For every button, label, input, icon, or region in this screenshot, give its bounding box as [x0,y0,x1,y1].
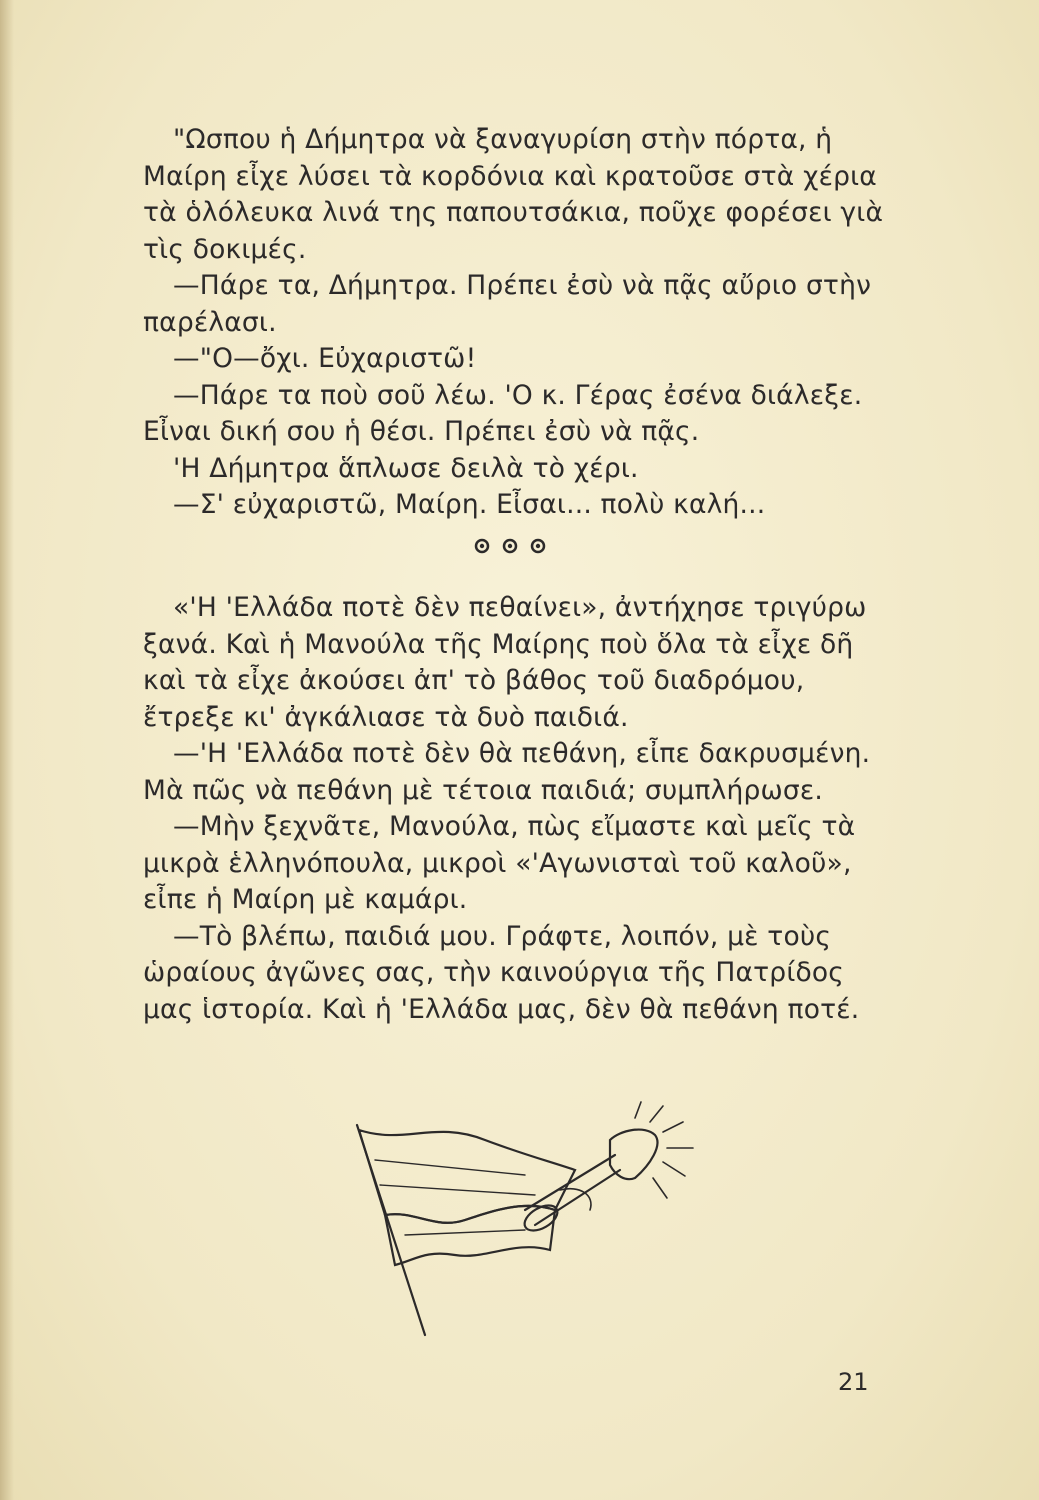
text-block-bottom [143,590,903,1028]
paragraph: —Πάρε τα ποὺ σοῦ λέω. 'Ο κ. Γέρας ἐσένα διάλεξε. Εἶναι δική σου ἡ θέσι. Πρέπει ἐσὺ νὰ πᾷς. [143,379,863,447]
text-block-top [143,122,903,524]
paragraph: "Ωσπου ἡ Δήμητρα νὰ ξαναγυρίση στὴν πόρτα, ἡ Μαίρη εἶχε λύσει τὰ κορδόνια καὶ κρατοῦσε στὰ χέρια τὰ ὁλόλευκα λινά της παπουτσάκια, ποῦχε φορέσει γιὰ τὶς δοκιμές. [143,124,884,265]
paragraph: —Πάρε τα, Δήμητρα. Πρέπει ἐσὺ νὰ πᾷς αὔριο στὴν παρέλασι. [143,270,872,338]
paragraph: —Σ' εὐχαριστῶ, Μαίρη. Εἶσαι... πολὺ καλή... [173,489,766,520]
page-number: 21 [838,1368,869,1396]
paragraph: —Μὴν ξεχνᾶτε, Μανούλα, πὼς εἴμαστε καὶ μεῖς τὰ μικρὰ ἑλληνόπουλα, μικροὶ «'Αγωνισταὶ τοῦ καλοῦ», εἶπε ἡ Μαίρη μὲ καμάρι. [143,811,856,915]
page-binding-edge [0,0,14,1500]
paragraph: 'Η Δήμητρα ἅπλωσε δειλὰ τὸ χέρι. [173,452,639,484]
trumpet-icon [520,1130,657,1236]
paragraph: —"Ο—ὄχι. Εὐχαριστῶ! [173,343,477,374]
flag-and-trumpet-illustration [345,1100,715,1340]
paragraph: «'Η 'Ελλάδα ποτὲ δὲν πεθαίνει», ἀντήχησε τριγύρω ξανά. Καὶ ἡ Μανούλα τῆς Μαίρης ποὺ ὅλα τὰ εἶχε δῆ καὶ τὰ εἶχε ἀκούσει ἀπ' τὸ βάθος τοῦ διαδρόμου, ἔτρεξε κι' ἀγκάλιασε τὰ δυὸ παιδιά. [143,592,867,733]
section-divider [470,534,550,558]
paragraph: —Τὸ βλέπω, παιδιά μου. Γράφτε, λοιπόν, μὲ τοὺς ὡραίους ἀγῶνες σας, τὴν καινούργια τῆς Πατρίδος μας ἱστορία. Καὶ ἡ 'Ελλάδα μας, δὲν θὰ πεθάνη ποτέ. [143,920,860,1025]
paragraph: —'Η 'Ελλάδα ποτὲ δὲν θὰ πεθάνη, εἶπε δακρυσμένη. Μὰ πῶς νὰ πεθάνη μὲ τέτοια παιδιά; συμπλήρωσε. [143,738,871,806]
flag-icon [359,1130,575,1223]
sound-rays-icon [635,1102,693,1198]
